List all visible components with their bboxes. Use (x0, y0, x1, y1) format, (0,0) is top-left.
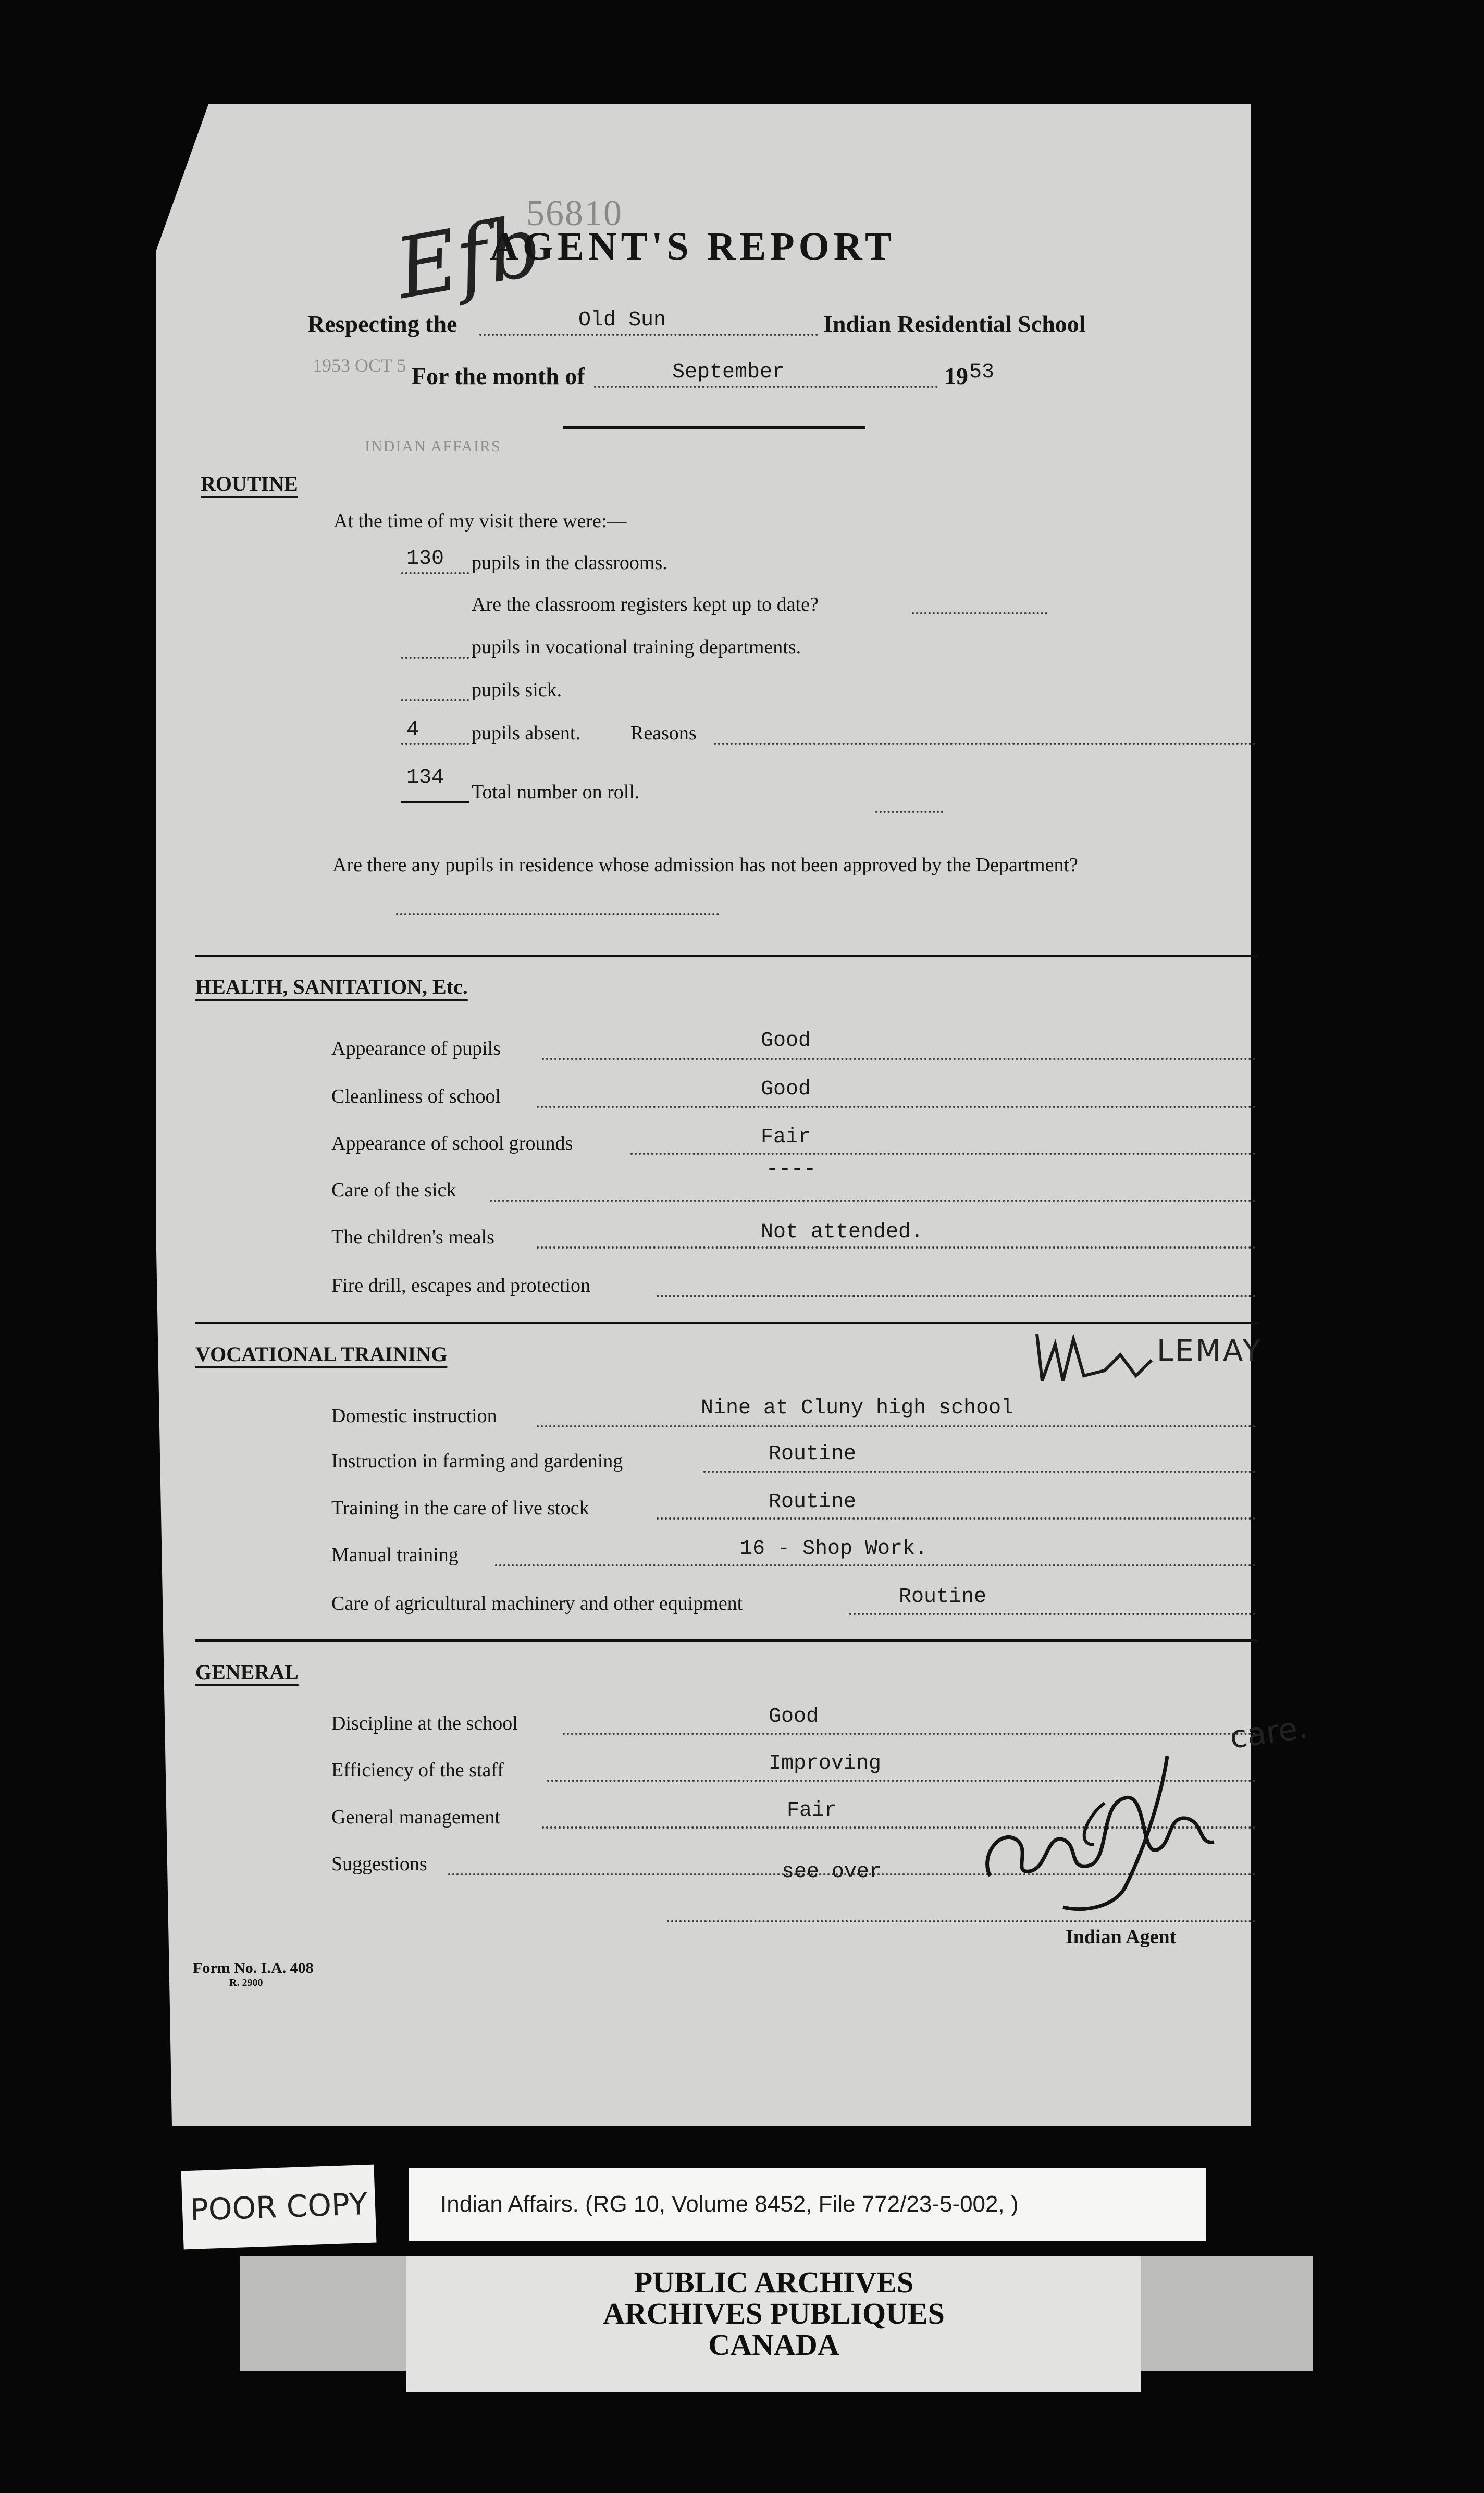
health-item-line (537, 1106, 1256, 1108)
form-number (193, 1959, 314, 1989)
vocational-label: pupils in vocational training departments. (472, 636, 801, 658)
roll-label: Total number on roll. (472, 781, 640, 803)
section-divider-vocational (195, 1639, 1258, 1642)
sick-label: pupils sick. (472, 679, 562, 701)
handwritten-scribble (1032, 1324, 1157, 1397)
archive-reference: Indian Affairs. (RG 10, Volume 8452, File 772/23-5-002, ) (409, 2168, 1206, 2241)
health-item-line (630, 1153, 1256, 1155)
poor-copy-label: POOR COPY (181, 2165, 376, 2250)
general-item-label: Suggestions (331, 1853, 427, 1875)
vocational-item-label: Domestic instruction (331, 1405, 497, 1427)
archive-stamp (406, 2267, 1141, 2361)
sick-count-line (401, 699, 469, 701)
section-divider-routine (195, 955, 1258, 957)
archive-line-2: ARCHIVES PUBLIQUES (603, 2297, 945, 2330)
month-prefix: For the month of (412, 363, 585, 389)
approval-answer-line (396, 913, 719, 915)
torn-corner (115, 182, 162, 229)
report-month: September (672, 361, 785, 384)
vocational-item-label: Instruction in farming and gardening (331, 1450, 623, 1472)
health-item-label: Appearance of school grounds (331, 1132, 573, 1154)
vocational-item-line (703, 1471, 1256, 1473)
received-stamp-dept: INDIAN AFFAIRS (365, 438, 501, 455)
health-item-line (657, 1295, 1256, 1297)
health-item-line (537, 1247, 1256, 1249)
vocational-item-label: Manual training (331, 1544, 459, 1566)
health-item-value: Good (761, 1078, 811, 1101)
general-item-value: Good (769, 1705, 819, 1729)
school-name-line (479, 334, 818, 336)
vocational-item-value: Routine (899, 1585, 987, 1609)
routine-heading: ROUTINE (201, 472, 298, 496)
classrooms-count-line (401, 572, 469, 574)
vocational-item-label: Care of agricultural machinery and other equipment (331, 1593, 743, 1614)
signature-line (667, 1920, 1256, 1922)
health-item-value: Fair (761, 1126, 811, 1149)
year-prefix: 19 (944, 363, 968, 389)
vocational-item-value: 16 - Shop Work. (740, 1537, 928, 1561)
approval-question: Are there any pupils in residence whose admission has not been approved by the Department? (332, 854, 1078, 876)
routine-intro: At the time of my visit there were:— (333, 510, 627, 532)
health-item-value: ---- (766, 1158, 817, 1181)
archive-line-3: CANADA (708, 2328, 839, 2362)
reasons-label: Reasons (630, 722, 697, 744)
health-item-line (542, 1058, 1256, 1060)
vocational-item-line (495, 1564, 1256, 1566)
vocational-item-value: Routine (769, 1442, 857, 1466)
roll-count-line (401, 801, 469, 803)
form-number-sub: R. 2900 (229, 1977, 263, 1989)
handwritten-care: care. (1227, 1709, 1310, 1757)
health-item-line (490, 1200, 1256, 1202)
health-item-label: Appearance of pupils (331, 1038, 501, 1059)
school-name: Old Sun (578, 308, 666, 332)
vocational-item-value: Nine at Cluny high school (701, 1397, 1014, 1420)
agent-signature (969, 1741, 1240, 1918)
title-divider (563, 426, 865, 429)
registers-question: Are the classroom registers kept up to date? (472, 594, 819, 615)
general-item-value: Fair (787, 1799, 837, 1822)
health-item-label: Care of the sick (331, 1179, 456, 1201)
general-item-value: Improving (769, 1752, 882, 1775)
health-item-value: Not attended. (761, 1220, 924, 1244)
absent-count: 4 (406, 718, 419, 742)
form-number-text: Form No. I.A. 408 (193, 1959, 314, 1977)
registers-answer-line (912, 612, 1047, 614)
health-item-label: The children's meals (331, 1226, 494, 1248)
health-item-label: Cleanliness of school (331, 1085, 501, 1107)
page-title: AGENT'S REPORT (490, 225, 896, 268)
roll-extra-dots (875, 811, 943, 813)
vocational-item-label: Training in the care of live stock (331, 1497, 589, 1519)
classrooms-label: pupils in the classrooms. (472, 552, 667, 574)
signature-caption: Indian Agent (1066, 1926, 1177, 1948)
classrooms-count: 130 (406, 547, 444, 571)
absent-label: pupils absent. (472, 722, 580, 744)
month-line (594, 386, 938, 388)
health-item-value: Good (761, 1029, 811, 1053)
roll-count: 134 (406, 766, 444, 789)
vocational-item-line (849, 1613, 1256, 1615)
general-item-label: General management (331, 1806, 500, 1828)
health-heading: HEALTH, SANITATION, Etc. (195, 975, 468, 998)
general-item-label: Discipline at the school (331, 1712, 518, 1734)
year-suffix: 53 (969, 361, 995, 384)
reasons-line (714, 743, 1256, 745)
file-stamp-number: 56810 (526, 193, 623, 233)
handwritten-initials: Efb (388, 196, 549, 318)
respecting-prefix: Respecting the (307, 311, 457, 337)
vocational-heading: VOCATIONAL TRAINING (195, 1342, 448, 1366)
archive-line-1: PUBLIC ARCHIVES (634, 2265, 914, 2299)
general-heading: GENERAL (195, 1660, 299, 1684)
general-item-line (563, 1733, 1256, 1735)
vocational-count-line (401, 657, 469, 659)
vocational-item-line (657, 1517, 1256, 1520)
general-item-value: see over (782, 1860, 882, 1884)
handwritten-lemay: LEMAY (1157, 1334, 1263, 1368)
vocational-item-line (537, 1425, 1256, 1427)
school-suffix: Indian Residential School (823, 311, 1086, 337)
vocational-item-value: Routine (769, 1490, 857, 1514)
general-item-label: Efficiency of the staff (331, 1759, 504, 1781)
received-stamp: 1953 OCT 5 (313, 355, 406, 376)
health-item-label: Fire drill, escapes and protection (331, 1275, 591, 1297)
absent-count-line (401, 743, 469, 745)
